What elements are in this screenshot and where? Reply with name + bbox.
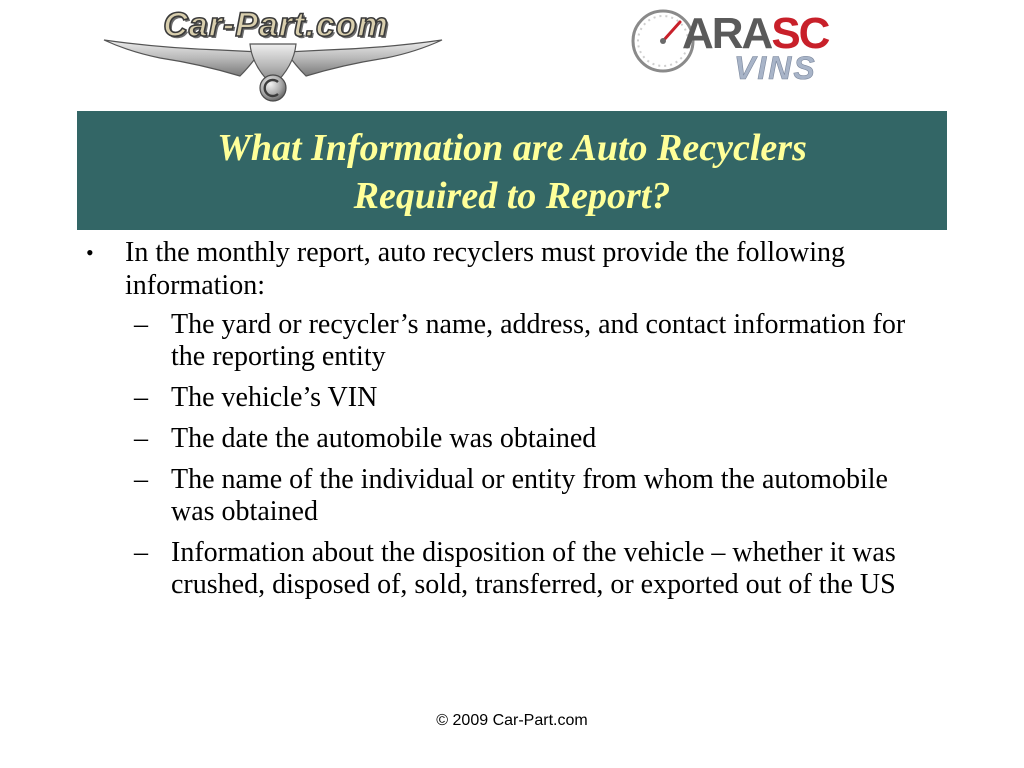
sub-bullet-item	[86, 309, 926, 373]
bullet-item	[86, 236, 926, 302]
sub-bullet-item	[86, 382, 926, 414]
carpart-logo	[100, 4, 446, 104]
sub-bullet-item	[86, 423, 926, 455]
arasc-vins-logo	[630, 6, 880, 86]
slide-title	[217, 124, 807, 220]
dash-marker: –	[134, 537, 148, 568]
dash-marker: –	[134, 309, 148, 340]
dash-marker: –	[134, 382, 148, 413]
dash-marker: –	[134, 423, 148, 454]
bullet-marker: •	[86, 240, 94, 265]
slide-title-line-2: Required to Report?	[353, 174, 671, 217]
arasc-sc-text: SC	[771, 9, 829, 58]
slide-content	[86, 236, 926, 610]
sub-bullet-text: The yard or recycler’s name, address, and contact information for the reporting entity	[171, 309, 906, 372]
bullet-text: In the monthly report, auto recyclers must provide the following information:	[125, 237, 846, 301]
sub-bullet-list	[86, 309, 926, 601]
sub-bullet-text: The date the automobile was obtained	[171, 423, 597, 454]
sub-bullet-text: Information about the disposition of the vehicle – whether it was crushed, disposed of, sold, transferred, or exported out of the US	[171, 537, 896, 600]
sub-bullet-text: The vehicle’s VIN	[171, 382, 378, 413]
dash-marker: –	[134, 464, 148, 495]
arasc-ara-text: ARA	[682, 9, 772, 58]
sub-bullet-item	[86, 537, 926, 601]
vins-text: VINS	[734, 50, 817, 86]
title-band	[77, 111, 947, 230]
slide-title-line-1: What Information are Auto Recyclers	[217, 126, 807, 169]
carpart-logo-text: Car-Part.com	[163, 6, 389, 44]
sub-bullet-text: The name of the individual or entity from whom the automobile was obtained	[171, 464, 888, 527]
sub-bullet-item	[86, 464, 926, 528]
copyright-footer: © 2009 Car-Part.com	[436, 712, 588, 729]
